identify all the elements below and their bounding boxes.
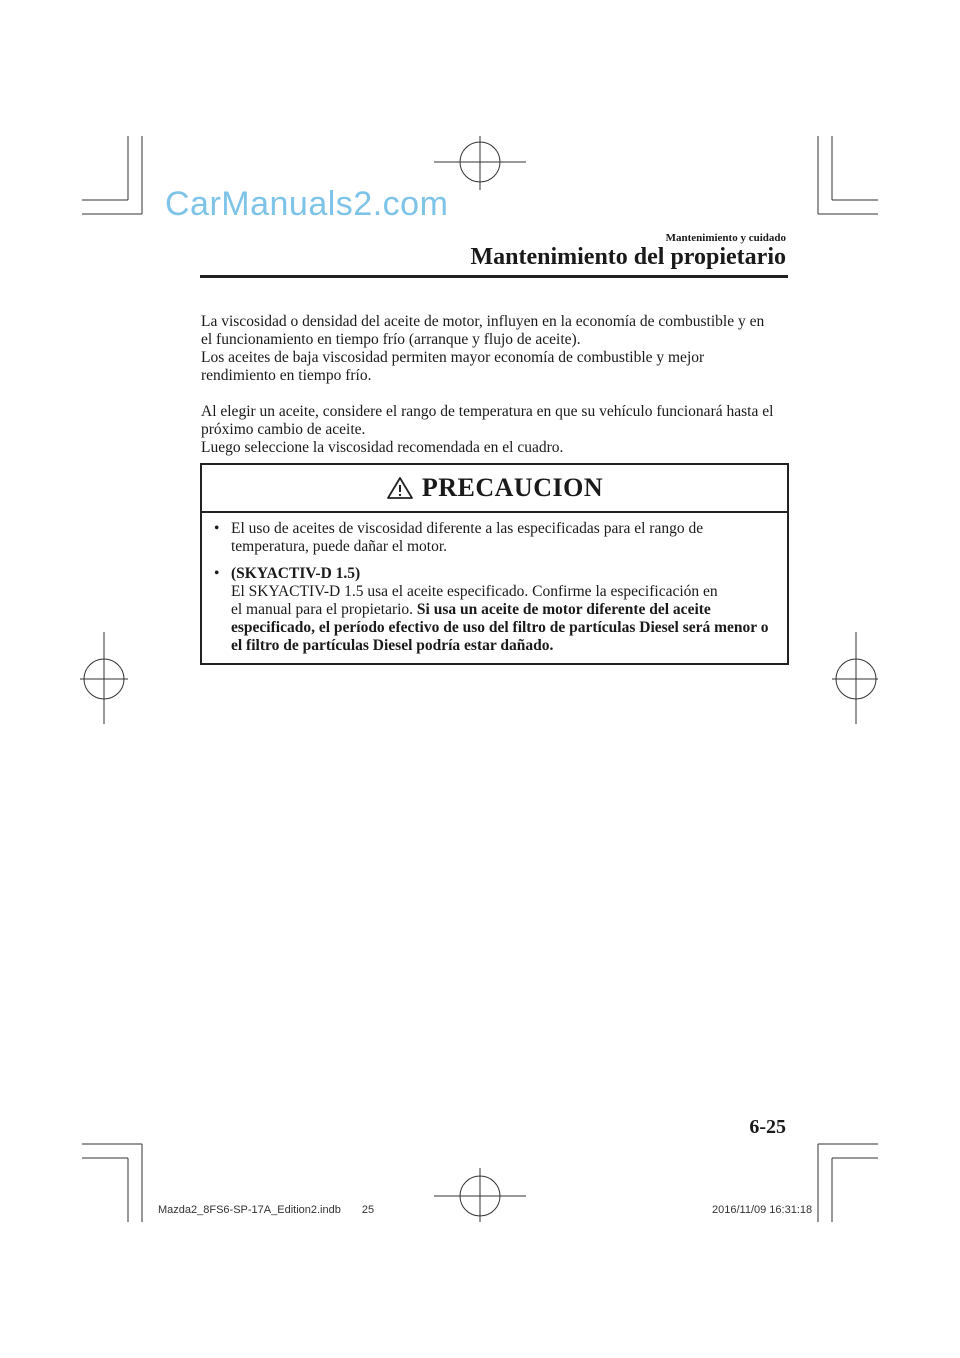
title-rule — [200, 275, 788, 278]
paragraph-line: La viscosidad o densidad del aceite de motor, influyen en la economía de combustible y en — [201, 313, 765, 330]
paragraph-line: Al elegir un aceite, considere el rango de temperatura en que su vehículo funcionará hasta el — [201, 403, 774, 420]
caution-item-heading: (SKYACTIV-D 1.5) — [231, 565, 361, 582]
footer-timestamp: 2016/11/09 16:31:18 — [712, 1204, 813, 1216]
page-number: 6-25 — [749, 1116, 786, 1138]
caution-line-bold: especificado, el período efectivo de uso del filtro de partículas Diesel será menor o — [231, 619, 769, 636]
caution-heading: PRECAUCION — [421, 473, 604, 502]
bullet: • — [214, 520, 220, 537]
paragraph-line: Los aceites de baja viscosidad permiten mayor economía de combustible y mejor — [201, 349, 705, 366]
paragraph-choosing-oil — [201, 403, 791, 457]
paragraph-line: Luego seleccione la viscosidad recomendada en el cuadro. — [201, 439, 564, 456]
caution-line: El SKYACTIV-D 1.5 usa el aceite especificado. Confirme la especificación en — [231, 583, 718, 600]
caution-line: temperatura, puede dañar el motor. — [231, 538, 448, 555]
caution-item-skyactiv — [214, 565, 779, 655]
section-label: Mantenimiento y cuidado — [665, 232, 786, 244]
caution-item — [214, 520, 779, 556]
paragraph-line: el funcionamiento en tiempo frío (arranque y flujo de aceite). — [201, 331, 581, 348]
caution-header — [202, 465, 787, 513]
paragraph-viscosity — [201, 313, 791, 385]
caution-text-bold: Si usa un aceite de motor diferente del aceite — [416, 601, 711, 618]
footer-filename: Mazda2_8FS6-SP-17A_Edition2.indb — [158, 1204, 341, 1216]
caution-line — [231, 601, 779, 619]
footer-page: 25 — [361, 1204, 375, 1216]
caution-line-bold: el filtro de partículas Diesel podría estar dañado. — [231, 637, 554, 654]
page-title: Mantenimiento del propietario — [470, 244, 786, 270]
watermark-logo: CarManuals2.com — [165, 185, 449, 223]
print-footer — [158, 1204, 374, 1216]
caution-line: El uso de aceites de viscosidad diferente a las especificadas para el rango de — [231, 520, 704, 537]
caution-text-plain: el manual para el propietario. — [231, 601, 417, 618]
paragraph-line: rendimiento en tiempo frío. — [201, 367, 372, 384]
paragraph-line: próximo cambio de aceite. — [201, 421, 366, 438]
caution-box — [200, 463, 789, 665]
warning-triangle-icon — [386, 476, 414, 500]
bullet: • — [214, 565, 220, 582]
